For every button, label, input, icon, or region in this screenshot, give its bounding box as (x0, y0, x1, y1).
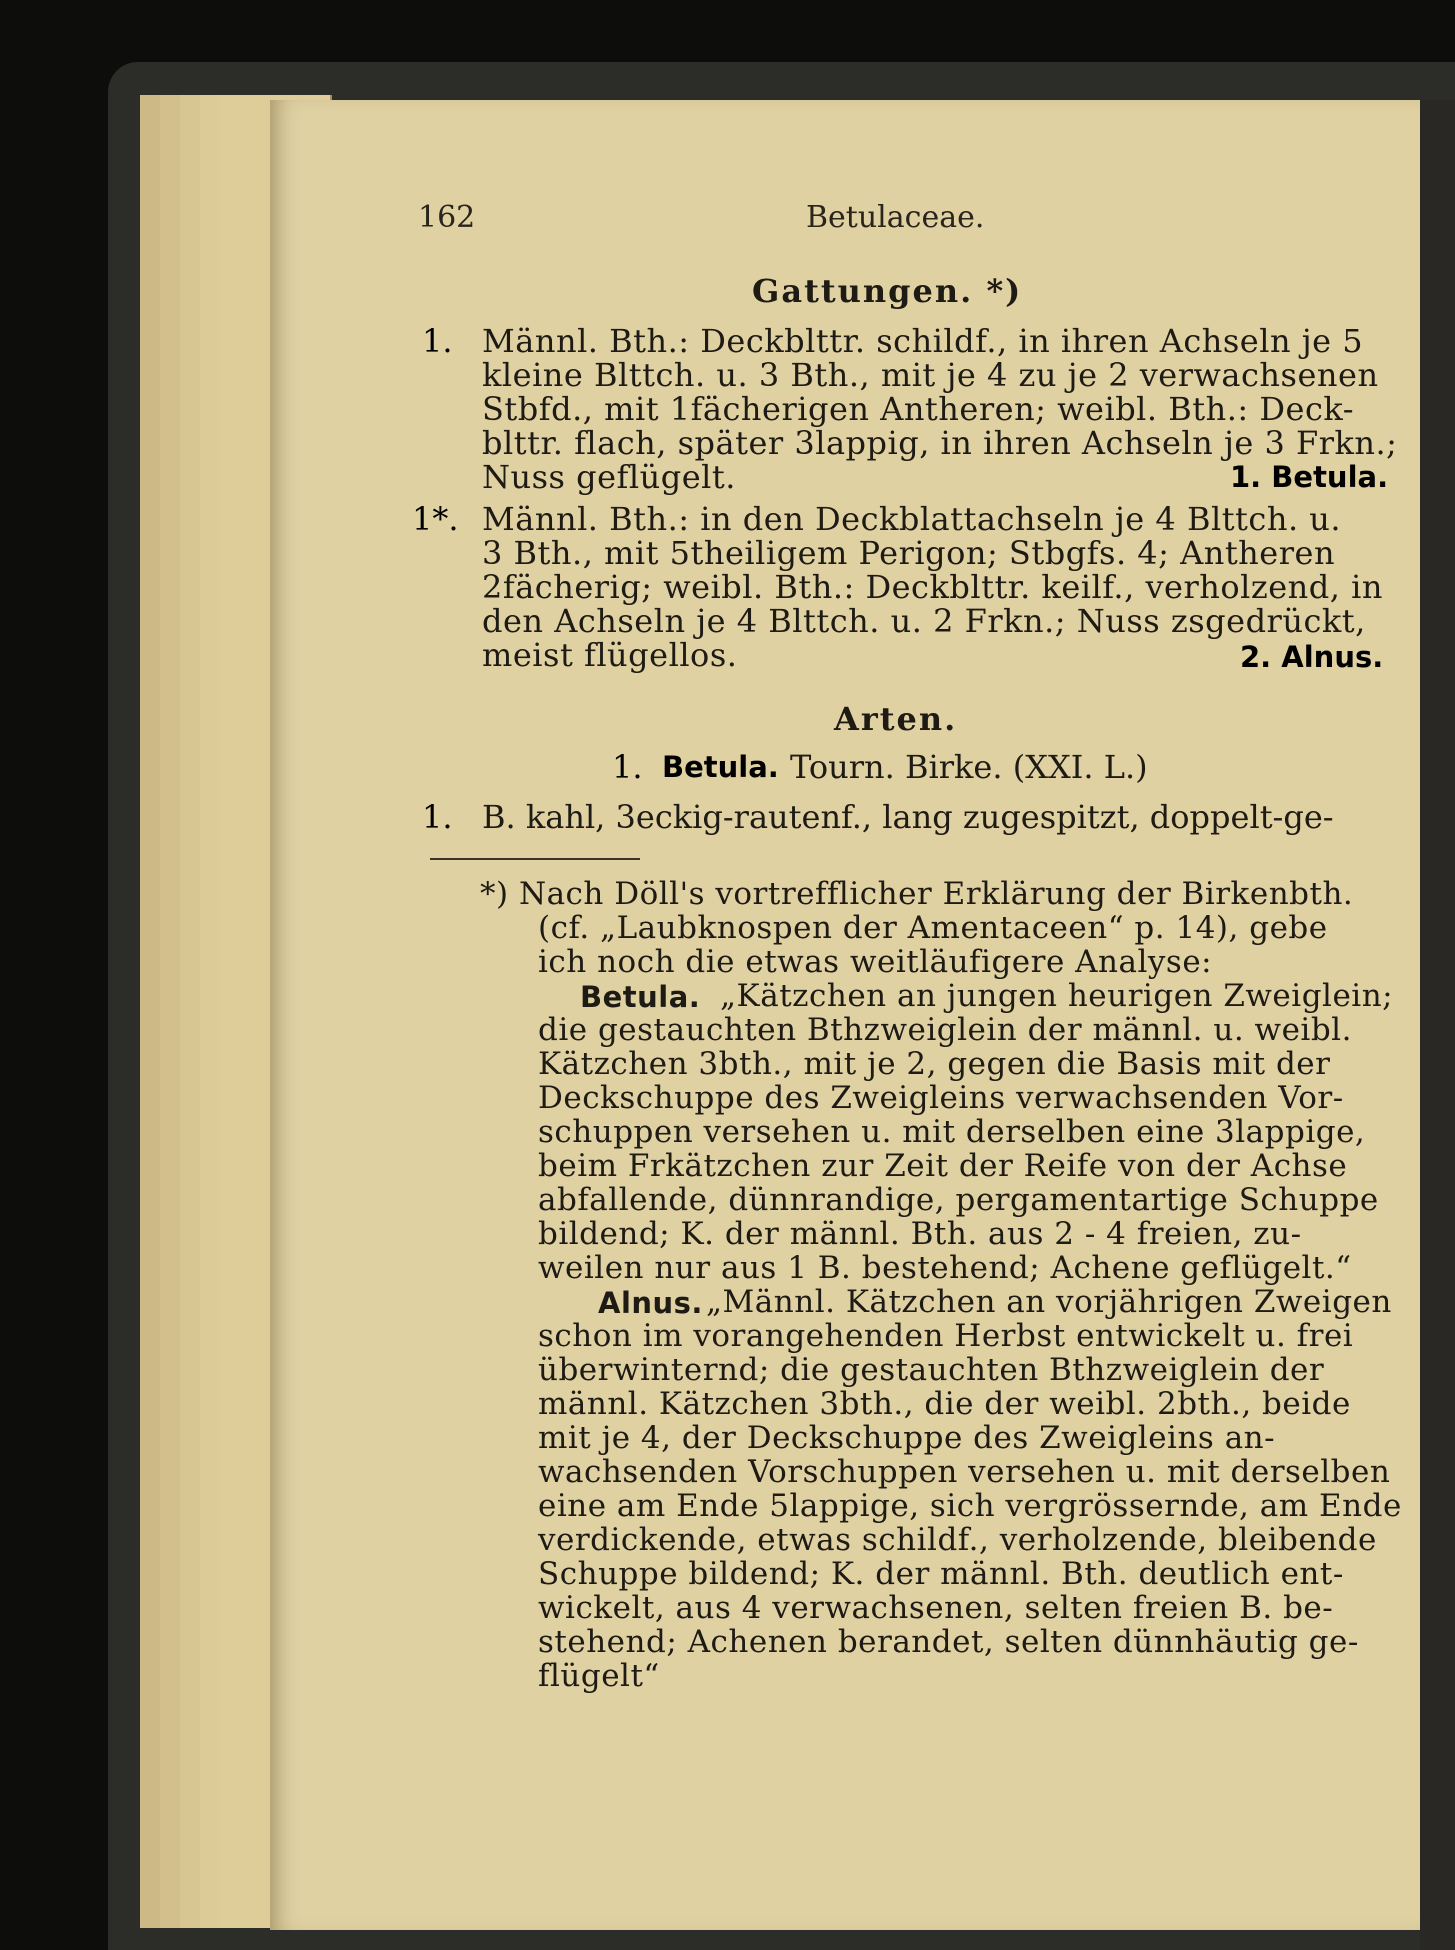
running-title: Betulaceae. (806, 200, 985, 235)
text-line: „Kätzchen an jungen heurigen Zweiglein; (720, 978, 1394, 1014)
text-line: Nuss geflügelt. (482, 458, 736, 496)
text-line: stehend; Achenen berandet, selten dünnhäutig ge- (538, 1624, 1359, 1660)
text-line: flügelt“ (538, 1658, 660, 1694)
footnote-genus-alnus: Alnus. (598, 1286, 703, 1320)
text-line: wickelt, aus 4 verwachsenen, selten freien B. be- (538, 1590, 1334, 1626)
text-line: verdickende, etwas schildf., verholzende, bleibende (538, 1522, 1377, 1558)
text-line: Deckschuppe des Zweigleins verwachsenden Vor- (538, 1080, 1344, 1116)
text-line: Schuppe bildend; K. der männl. Bth. deutlich ent- (538, 1556, 1344, 1592)
text-line: schuppen versehen u. mit derselben eine 3lappige, (538, 1114, 1366, 1150)
footnote-genus-betula: Betula. (580, 980, 701, 1014)
page-number: 162 (418, 200, 476, 235)
species-entry-text: B. kahl, 3eckig-rautenf., lang zugespitzt, doppelt-ge- (482, 798, 1334, 836)
text-line: beim Frkätzchen zur Zeit der Reife von der Achse (538, 1148, 1348, 1184)
text-line: *) Nach Döll's vortrefflicher Erklärung der Birkenbth. (480, 876, 1354, 912)
section-heading-arten: Arten. (834, 700, 958, 738)
text-line: „Männl. Kätzchen an vorjährigen Zweigen (706, 1284, 1392, 1320)
text-line: ich noch die etwas weitläufigere Analyse: (538, 944, 1213, 980)
book-binding-right (1420, 100, 1455, 1950)
text-line: weilen nur aus 1 B. bestehend; Achene geflügelt.“ (538, 1250, 1352, 1286)
text-line: schon im vorangehenden Herbst entwickelt u. frei (538, 1318, 1354, 1354)
text-line: Kätzchen 3bth., mit je 2, gegen die Basis mit der (538, 1046, 1331, 1082)
genus-name-betula: Betula. (662, 750, 779, 784)
text-line: Männl. Bth.: in den Deckblattachseln je 4 Blttch. u. (482, 500, 1342, 538)
key-result-alnus: 2. Alnus. (1240, 640, 1384, 674)
text-line: mit je 4, der Deckschuppe des Zweigleins an- (538, 1420, 1276, 1456)
text-line: die gestauchten Bthzweiglein der männl. u. weibl. (538, 1012, 1352, 1048)
entry-number: 1. (422, 798, 453, 836)
entry-number: 1. (422, 322, 453, 360)
key-result-betula: 1. Betula. (1230, 460, 1389, 494)
text-line: meist flügellos. (482, 636, 738, 674)
section-heading-gattungen: Gattungen. *) (752, 272, 1023, 310)
genus-authority: Tourn. Birke. (XXI. L.) (790, 748, 1148, 786)
text-line: den Achseln je 4 Blttch. u. 2 Frkn.; Nuss zsgedrückt, (482, 602, 1366, 640)
text-line: abfallende, dünnrandige, pergamentartige Schuppe (538, 1182, 1379, 1218)
text-line: wachsenden Vorschuppen versehen u. mit derselben (538, 1454, 1391, 1490)
text-line: überwinternd; die gestauchten Bthzweiglein der (538, 1352, 1325, 1388)
text-line: 2fächerig; weibl. Bth.: Deckblttr. keilf., verholzend, in (482, 568, 1383, 606)
text-line: (cf. „Laubknospen der Amentaceen“ p. 14), gebe (538, 910, 1328, 946)
text-line: blttr. flach, später 3lappig, in ihren Achseln je 3 Frkn.; (482, 424, 1398, 462)
entry-number: 1*. (412, 500, 459, 538)
genus-number: 1. (612, 748, 643, 786)
footnote-divider (430, 858, 640, 860)
text-line: bildend; K. der männl. Bth. aus 2 - 4 freien, zu- (538, 1216, 1302, 1252)
text-line: Männl. Bth.: Deckblttr. schildf., in ihren Achseln je 5 (482, 322, 1364, 360)
text-line: männl. Kätzchen 3bth., die der weibl. 2bth., beide (538, 1386, 1351, 1422)
text-line: Stbfd., mit 1fächerigen Antheren; weibl. Bth.: Deck- (482, 390, 1355, 428)
text-line: eine am Ende 5lappige, sich vergrössernde, am Ende (538, 1488, 1402, 1524)
text-line: kleine Blttch. u. 3 Bth., mit je 4 zu je 2 verwachsenen (482, 356, 1379, 394)
text-line: 3 Bth., mit 5theiligem Perigon; Stbgfs. 4; Antheren (482, 534, 1336, 572)
